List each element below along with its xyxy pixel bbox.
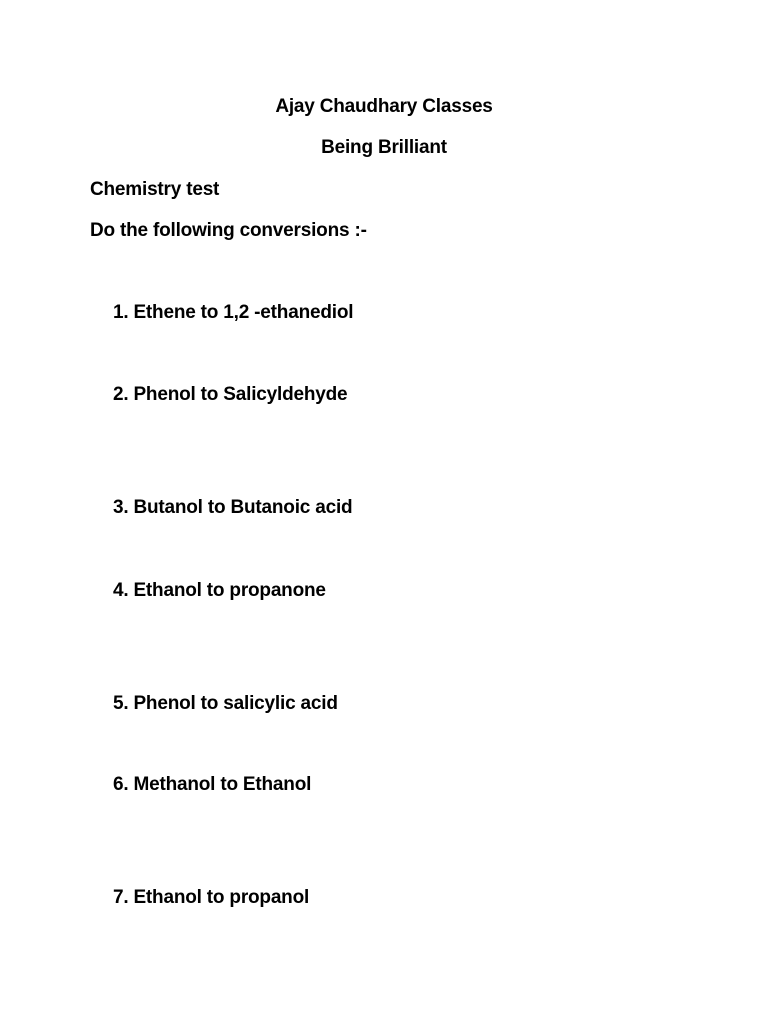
question-item [113, 886, 309, 910]
question-text: Ethanol to propanone [133, 580, 326, 601]
subject-heading: Chemistry test [90, 179, 220, 200]
question-number: 2. [113, 384, 129, 405]
question-number: 5. [113, 693, 129, 714]
instruction-text: Do the following conversions :- [90, 220, 367, 241]
question-text: Ethene to 1,2 -ethanediol [133, 302, 354, 323]
question-item [113, 383, 347, 407]
question-text: Butanol to Butanoic acid [133, 497, 353, 518]
question-item [113, 692, 338, 716]
question-number: 4. [113, 580, 129, 601]
question-text: Phenol to Salicyldehyde [133, 384, 348, 405]
question-text: Ethanol to propanol [133, 887, 310, 908]
question-number: 6. [113, 774, 129, 795]
question-item [113, 496, 352, 520]
question-text: Methanol to Ethanol [133, 774, 312, 795]
question-number: 7. [113, 887, 129, 908]
question-item [113, 773, 311, 797]
institute-title: Ajay Chaudhary Classes [275, 96, 493, 117]
question-number: 1. [113, 302, 129, 323]
question-text: Phenol to salicylic acid [133, 693, 338, 714]
tagline: Being Brilliant [321, 137, 447, 158]
question-number: 3. [113, 497, 129, 518]
question-item [113, 301, 353, 325]
question-item [113, 579, 326, 603]
